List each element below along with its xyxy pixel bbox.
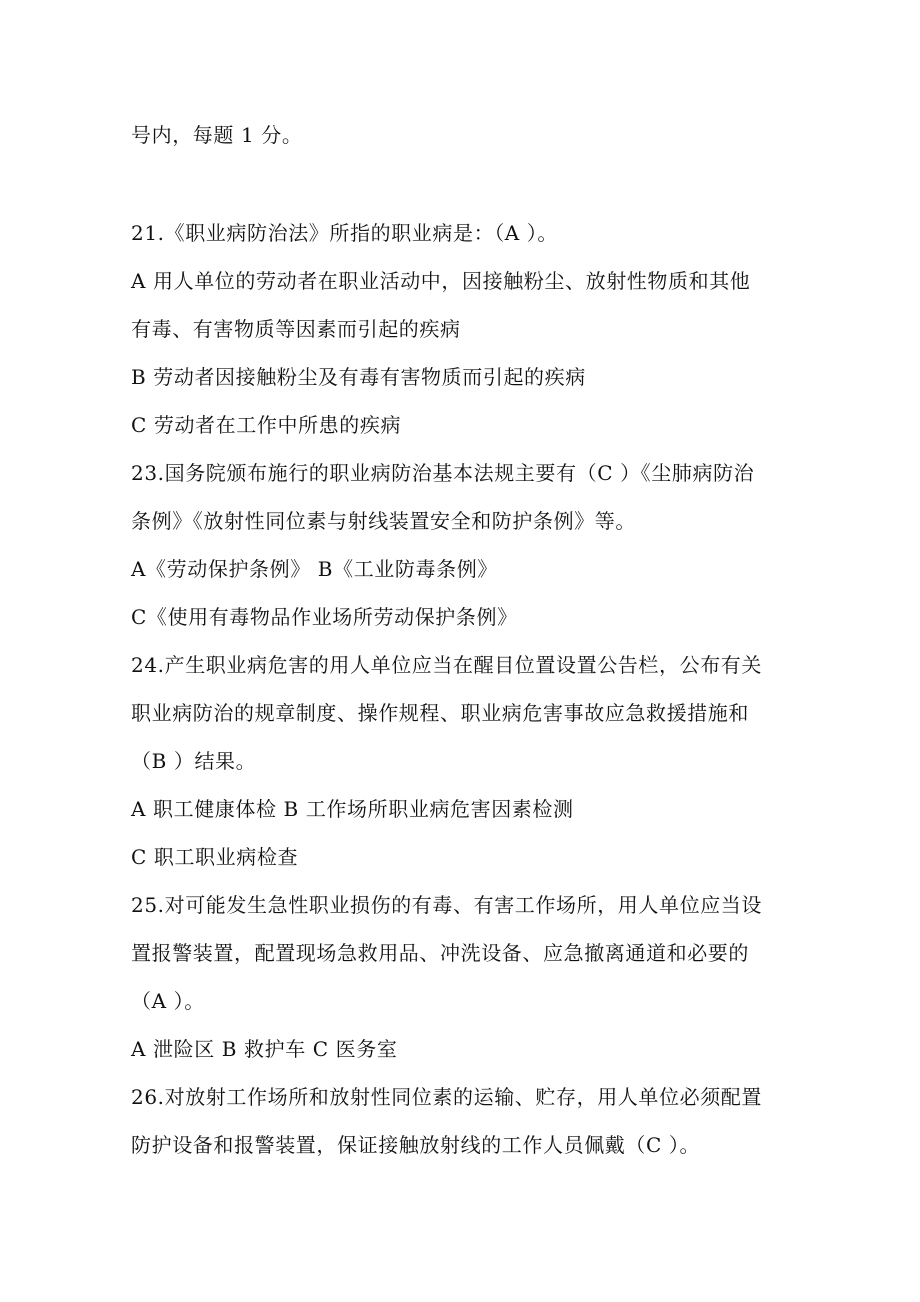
question-25-stem-cont: 置报警装置，配置现场急救用品、冲洗设备、应急撤离通道和必要的 xyxy=(131,941,749,965)
question-24-stem-end: （B ）结果。 xyxy=(131,749,257,773)
question-21-stem: 21.《职业病防治法》所指的职业病是：（A ）。 xyxy=(131,221,559,245)
question-24-stem-cont: 职业病防治的规章制度、操作规程、职业病危害事故应急救援措施和 xyxy=(131,701,749,725)
question-24-stem: 24.产生职业病危害的用人单位应当在醒目位置设置公告栏，公布有关 xyxy=(131,653,763,677)
question-25-stem: 25.对可能发生急性职业损伤的有毒、有害工作场所，用人单位应当设 xyxy=(131,893,763,917)
question-23-stem: 23.国务院颁布施行的职业病防治基本法规主要有（C ）《尘肺病防治 xyxy=(131,461,755,485)
intro-line: 号内，每题 1 分。 xyxy=(131,123,303,147)
question-23-options-ab: A《劳动保护条例》 B《工业防毒条例》 xyxy=(131,557,498,581)
question-24-options-ab: A 职工健康体检 B 工作场所职业病危害因素检测 xyxy=(131,797,574,821)
question-21-option-c: C 劳动者在工作中所患的疾病 xyxy=(131,413,402,437)
question-26-stem: 26.对放射工作场所和放射性同位素的运输、贮存，用人单位必须配置 xyxy=(131,1085,763,1109)
question-21-option-a-cont: 有毒、有害物质等因素而引起的疾病 xyxy=(131,317,461,341)
question-23-option-c: C《使用有毒物品作业场所劳动保护条例》 xyxy=(131,605,518,629)
question-24-option-c: C 职工职业病检查 xyxy=(131,845,299,869)
question-25-stem-end: （A ）。 xyxy=(131,989,205,1013)
question-21-option-a: A 用人单位的劳动者在职业活动中，因接触粉尘、放射性物质和其他 xyxy=(131,269,751,293)
question-26-stem-cont: 防护设备和报警装置，保证接触放射线的工作人员佩戴（C ）。 xyxy=(131,1133,701,1157)
question-23-stem-cont: 条例》《放射性同位素与射线装置安全和防护条例》等。 xyxy=(131,509,636,533)
question-21-option-b: B 劳动者因接触粉尘及有毒有害物质而引起的疾病 xyxy=(131,365,586,389)
question-25-options: A 泄险区 B 救护车 C 医务室 xyxy=(131,1037,398,1061)
